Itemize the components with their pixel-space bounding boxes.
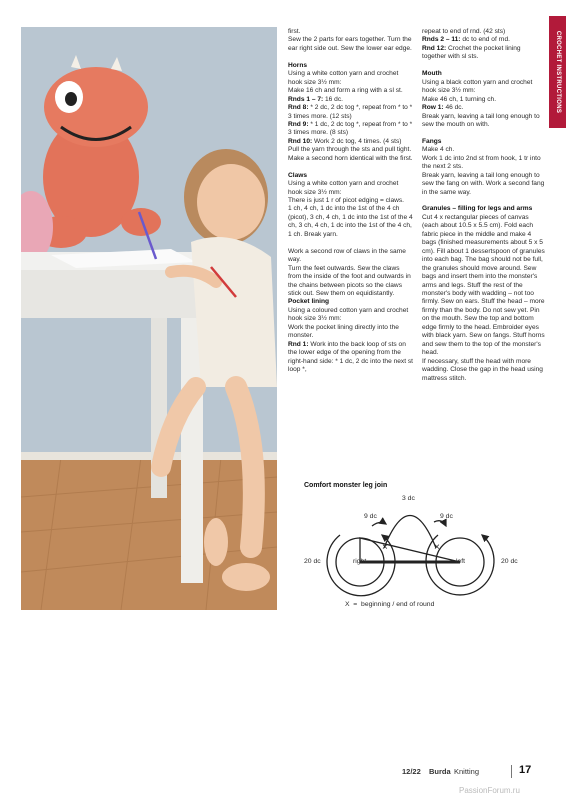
- instruction-text: Make 16 ch and form a ring with a sl st.: [288, 87, 403, 95]
- round-label: Rnd 12:: [422, 44, 447, 52]
- end-marker: ×: [434, 542, 440, 553]
- instruction-text: Work a second row of claws in the same way.: [288, 247, 406, 264]
- round-label: Rnd 9:: [288, 120, 309, 128]
- instruction-paragraph: [288, 138, 414, 146]
- instructions-column-1: [288, 28, 414, 375]
- footer-issue: 12/22: [402, 767, 421, 776]
- instruction-paragraph: [288, 121, 414, 138]
- instruction-paragraph: [288, 96, 414, 104]
- instruction-paragraph: [288, 146, 414, 154]
- instruction-text: dc to end of rnd.: [460, 36, 510, 44]
- instruction-paragraph: [288, 307, 414, 324]
- diagram-legend: X = beginning / end of round: [345, 601, 435, 608]
- instruction-text: Crochet the pocket lining together with sl sts.: [422, 44, 521, 61]
- paragraph-gap: [288, 163, 414, 171]
- round-label: Rnd 8:: [288, 104, 309, 112]
- section-heading: Fangs: [422, 137, 442, 145]
- right-arc-label: 9 dc: [440, 513, 453, 520]
- instruction-paragraph: [288, 70, 414, 87]
- instruction-paragraph: [288, 265, 414, 299]
- instruction-paragraph: [422, 214, 546, 358]
- paragraph-gap: [422, 129, 546, 137]
- left-circle-label: right: [353, 558, 367, 565]
- instruction-text: first.: [288, 28, 301, 35]
- footer-divider: [511, 765, 512, 778]
- instruction-text: * 2 dc, 2 dc tog *, repeat from * to * 3 times more. (12 sts): [288, 104, 413, 120]
- instruction-text: Sew the 2 parts for ears together. Turn the ear right side out. Sew the lower ear edge.: [288, 36, 412, 52]
- join-triangle: [360, 538, 460, 562]
- instruction-text: Work 1 dc into 2nd st from hook, 1 tr into the next 2 sts.: [422, 154, 541, 171]
- instruction-text: Work the pocket lining directly into the monster.: [288, 323, 399, 340]
- instruction-text: Make a second horn identical with the first.: [288, 154, 413, 162]
- right-circle-label: left: [456, 558, 466, 565]
- right-outer-label: 20 dc: [501, 558, 518, 565]
- instruction-text: Work 2 dc tog, 4 times. (4 sts): [312, 137, 402, 145]
- instruction-text: Cut 4 x rectangular pieces of canvas (each about 10.5 x 5.5 cm). Fold each fabric piece in the middle and make 4 bags (finished measurements about 5 x 5 cm). Fill about 1 dessertspoon of granules into each bag. The bag should not be full, the granules should move around. Sew bags and insert them into the monster's arms and legs. Stuff the rest of the monster's body with wadding – not too firmly. Sew on ears. Stuff the head – more firmly than the body. Do not sew yet. Pin on the mouth. Sew the top and bottom edge firmly to the head. Embroider eyes with black yarn. Sew on fangs. Stuff horns and sew them to the top of the monster's head.: [422, 213, 545, 357]
- left-arc-label: 9 dc: [364, 513, 377, 520]
- instruction-paragraph: [422, 104, 546, 112]
- top-label: 3 dc: [402, 495, 415, 502]
- paragraph-gap: [288, 53, 414, 61]
- instruction-paragraph: [288, 341, 414, 375]
- instruction-paragraph: [288, 324, 414, 341]
- leg-join-diagram: [296, 478, 552, 616]
- instruction-text: Using a white cotton yarn and crochet hook size 3½ mm:: [288, 70, 399, 86]
- instruction-paragraph: [422, 358, 546, 383]
- instruction-text: 46 dc.: [443, 104, 464, 112]
- section-heading: Granules – filling for legs and arms: [422, 205, 533, 213]
- section-heading: Horns: [288, 61, 308, 69]
- round-label: Rnds 2 – 11:: [422, 36, 461, 44]
- instruction-paragraph: [422, 45, 546, 62]
- instruction-paragraph: [288, 104, 414, 121]
- paragraph-gap: [422, 62, 546, 70]
- instruction-text: Break yarn, leaving a tail long enough to sew the fang on with. Work a second fang in the same way.: [422, 171, 545, 196]
- instruction-paragraph: [422, 172, 546, 197]
- instruction-text: If necessary, stuff the head with more wadding. Close the gap in the head using mattress stitch.: [422, 357, 543, 382]
- footer-brand-sub: Knitting: [454, 767, 480, 776]
- diagram-title: Comfort monster leg join: [304, 482, 388, 489]
- instruction-text: Make 4 ch.: [422, 146, 455, 154]
- round-label: Row 1:: [422, 104, 444, 112]
- instruction-paragraph: [288, 248, 414, 265]
- instruction-text: Using a black cotton yarn and crochet hook size 3½ mm:: [422, 78, 533, 95]
- instruction-paragraph: [288, 180, 414, 197]
- instruction-paragraph: [288, 87, 414, 95]
- round-label: Rnds 1 – 7:: [288, 95, 324, 103]
- instruction-paragraph: [288, 155, 414, 163]
- instruction-paragraph: [422, 79, 546, 96]
- instruction-paragraph: [422, 28, 546, 36]
- instruction-paragraph: [422, 113, 546, 130]
- instruction-text: Using a coloured cotton yarn and crochet hook size 3½ mm:: [288, 306, 409, 323]
- instruction-text: Make 46 ch, 1 turning ch.: [422, 95, 497, 103]
- footer-brand: Burda: [429, 767, 451, 776]
- paragraph-gap: [288, 239, 414, 247]
- round-label: Rnd 10:: [288, 137, 313, 145]
- instruction-paragraph: [422, 146, 546, 154]
- paragraph-gap: [422, 197, 546, 205]
- instruction-paragraph: [288, 28, 414, 36]
- instruction-text: * 1 dc, 2 dc tog *, repeat from * to * 3 times more. (8 sts): [288, 120, 413, 137]
- instruction-paragraph: [422, 36, 546, 44]
- instruction-paragraph: [422, 155, 546, 172]
- instructions-column-2: [422, 28, 546, 383]
- page-number: 17: [519, 764, 532, 776]
- instruction-paragraph: [288, 205, 414, 239]
- instruction-paragraph: [288, 197, 414, 205]
- center-arc: [384, 516, 436, 549]
- instruction-text: 16 dc.: [323, 95, 343, 103]
- instruction-text: Using a white cotton yarn and crochet hook size 3½ mm:: [288, 180, 399, 196]
- instruction-text: Turn the feet outwards. Sew the claws from the inside of the foot and outwards in the chains between picots so the claws stick out. Sew them on equidistantly.: [288, 264, 411, 297]
- girl-drawing-with-crochet-monster-photo: [21, 27, 277, 610]
- instruction-text: 1 ch, 4 ch, 1 dc into the 1st of the 4 ch (picot), 3 ch, 4 ch, 1 dc into the 1st of the 4 ch, 3 ch, 4 ch, 1 dc into the 1st of the 4 ch, 1 ch. Break yarn.: [288, 205, 413, 238]
- left-outer-label: 20 dc: [304, 558, 321, 565]
- section-heading: Mouth: [422, 70, 442, 78]
- instruction-text: repeat to end of rnd. (42 sts): [422, 28, 506, 35]
- instruction-text: Break yarn, leaving a tail long enough to sew the mouth on with.: [422, 112, 540, 128]
- section-heading: Claws: [288, 171, 308, 179]
- instruction-text: Work into the back loop of sts on the lower edge of the opening from the right-hand side: * 1 dc, 2 dc into the next st loop *,: [288, 340, 413, 374]
- instruction-text: There is just 1 r of picot edging = claws.: [288, 197, 404, 205]
- section-tab-label: CROCHET INSTRUCTIONS: [554, 30, 561, 114]
- instruction-text: Pull the yarn through the sts and pull tight.: [288, 146, 412, 154]
- watermark: PassionForum.ru: [459, 786, 520, 795]
- start-marker: ×: [382, 542, 388, 553]
- section-heading: Pocket lining: [288, 298, 330, 306]
- instruction-paragraph: [288, 36, 414, 53]
- section-tab: [549, 16, 566, 128]
- round-label: Rnd 1:: [288, 340, 309, 348]
- instruction-paragraph: [422, 96, 546, 104]
